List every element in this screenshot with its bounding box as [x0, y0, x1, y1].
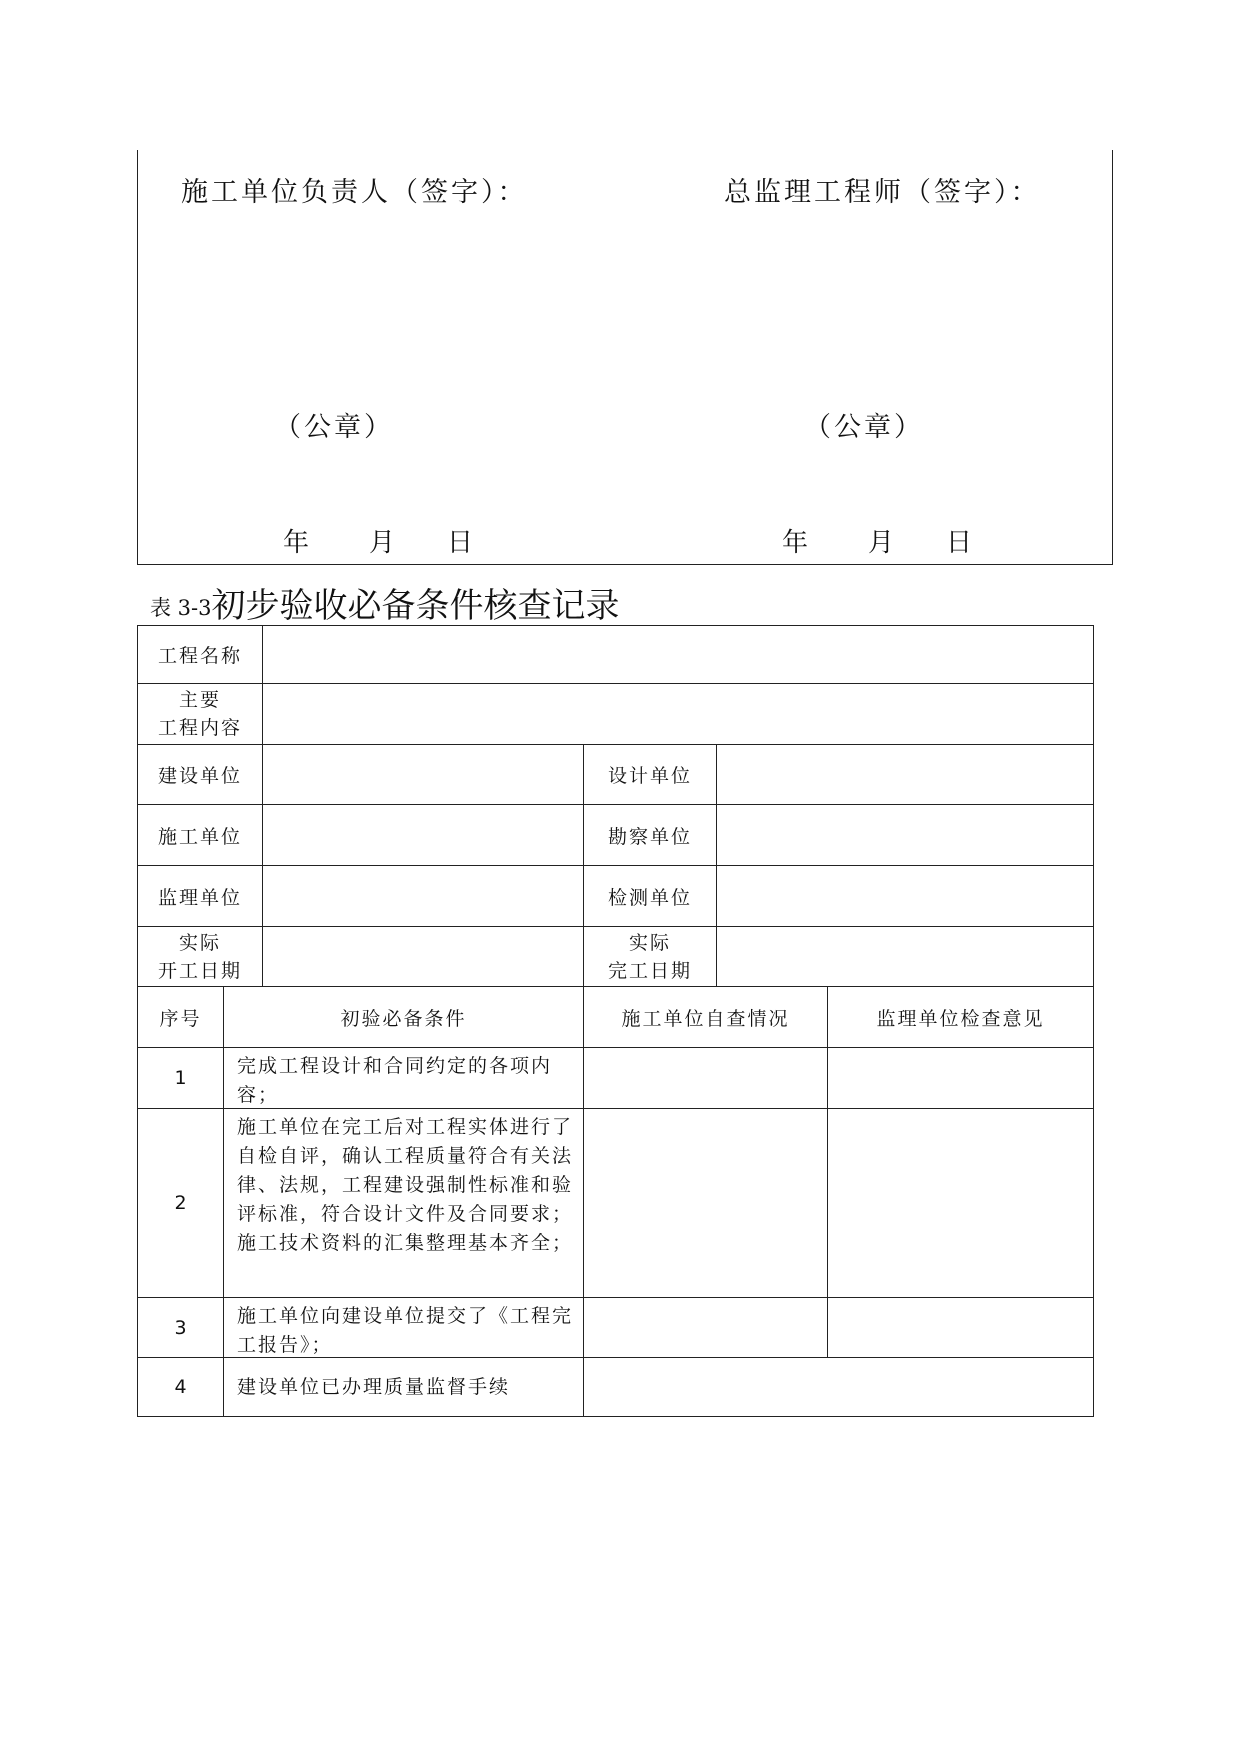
main-content-label-line2: 工程内容 [157, 717, 242, 739]
surveyor-label: 勘察单位 [583, 804, 717, 866]
combined-check-value[interactable] [583, 1357, 1094, 1417]
row-number: 1 [137, 1047, 224, 1109]
condition-text: 完成工程设计和合同约定的各项内容； [223, 1047, 584, 1109]
column-header-condition: 初验必备条件 [223, 986, 584, 1048]
signature-block [137, 150, 1113, 565]
year-label: 年 [782, 528, 809, 558]
table-number: 表 3-3 [150, 596, 212, 620]
main-content-value[interactable] [262, 683, 1094, 745]
supervisor-value[interactable] [262, 865, 584, 927]
table-title [150, 578, 620, 627]
project-name-label: 工程名称 [137, 625, 263, 684]
column-header-no: 序号 [137, 986, 224, 1048]
self-check-value[interactable] [583, 1297, 828, 1358]
row-number: 2 [137, 1108, 224, 1298]
row-number: 3 [137, 1297, 224, 1358]
finish-date-value[interactable] [716, 926, 1094, 987]
finish-date-label-line1: 实际 [628, 931, 671, 954]
month-label: 月 [868, 528, 895, 558]
contractor-value[interactable] [262, 804, 584, 866]
builder-label: 建设单位 [137, 744, 263, 805]
supervision-value[interactable] [827, 1108, 1094, 1298]
start-date-label-line1: 实际 [178, 931, 221, 954]
table-heading: 初步验收必备条件核查记录 [211, 586, 620, 626]
supervisor-label: 监理单位 [137, 865, 263, 927]
condition-text: 施工单位向建设单位提交了《工程完工报告》； [223, 1297, 584, 1358]
condition-text: 施工单位在完工后对工程实体进行了自检自评，确认工程质量符合有关法律、法规，工程建设强制性标准和验评标准，符合设计文件及合同要求；施工技术资料的汇集整理基本齐全； [223, 1108, 584, 1298]
day-label: 日 [447, 528, 474, 558]
column-header-self-check: 施工单位自查情况 [583, 986, 828, 1048]
main-content-label [137, 683, 263, 745]
row-number: 4 [137, 1357, 224, 1417]
supervisor-signature-label: 总监理工程师（签字）： [724, 177, 1041, 208]
contractor-signature-label: 施工单位负责人（签字）： [181, 177, 528, 208]
start-date-label-line2: 开工日期 [157, 959, 242, 982]
surveyor-value[interactable] [716, 804, 1094, 866]
start-date-label [137, 926, 263, 987]
self-check-value[interactable] [583, 1108, 828, 1298]
designer-value[interactable] [716, 744, 1094, 805]
supervision-value[interactable] [827, 1297, 1094, 1358]
day-label: 日 [946, 528, 973, 558]
finish-date-label [583, 926, 717, 987]
column-header-supervision: 监理单位检查意见 [827, 986, 1094, 1048]
contractor-label: 施工单位 [137, 804, 263, 866]
supervisor-seal-label: （公章） [804, 412, 924, 443]
designer-label: 设计单位 [583, 744, 717, 805]
year-label: 年 [283, 528, 310, 558]
condition-text: 建设单位已办理质量监督手续 [223, 1357, 584, 1417]
tester-value[interactable] [716, 865, 1094, 927]
month-label: 月 [369, 528, 396, 558]
finish-date-label-line2: 完工日期 [607, 959, 692, 982]
builder-value[interactable] [262, 744, 584, 805]
acceptance-check-table [137, 625, 1094, 1417]
start-date-value[interactable] [262, 926, 584, 987]
tester-label: 检测单位 [583, 865, 717, 927]
project-name-value[interactable] [262, 625, 1094, 684]
self-check-value[interactable] [583, 1047, 828, 1109]
main-content-label-line1: 主要 [178, 689, 221, 711]
contractor-seal-label: （公章） [274, 412, 394, 443]
supervision-value[interactable] [827, 1047, 1094, 1109]
